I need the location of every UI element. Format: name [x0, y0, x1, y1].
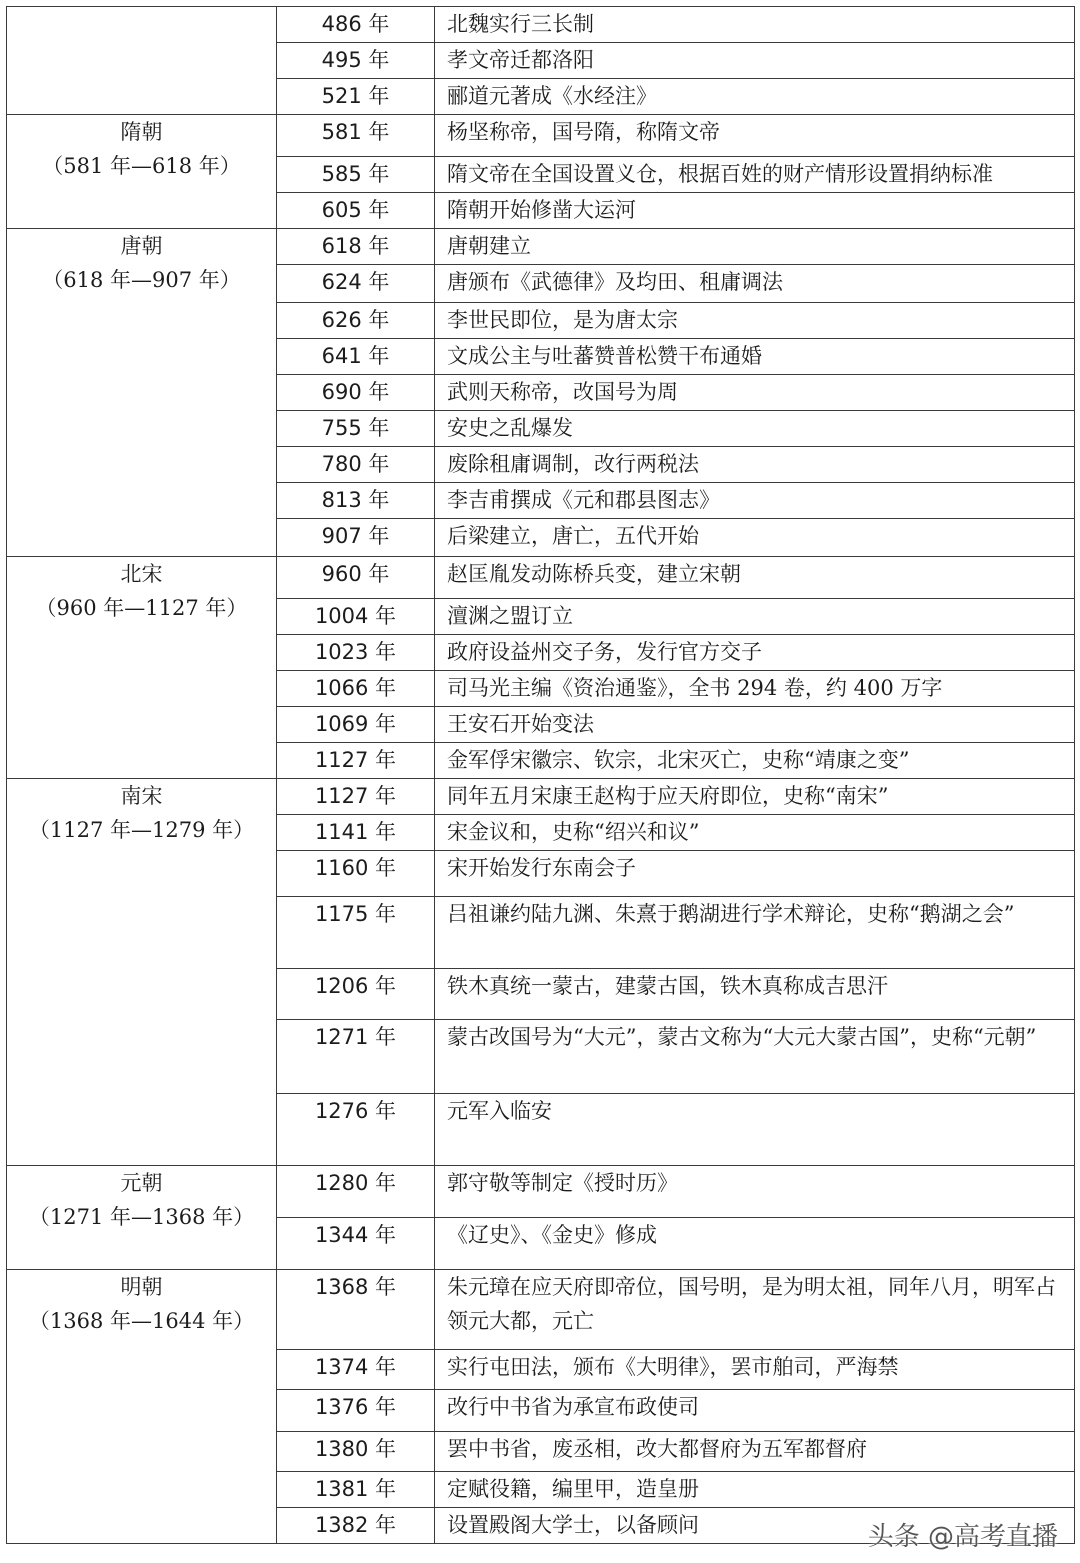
event-cell: 定赋役籍，编里甲，造皇册 — [435, 1472, 1075, 1508]
year-cell: 755 年 — [277, 411, 435, 447]
year-cell: 1206 年 — [277, 969, 435, 1020]
year-cell: 1141 年 — [277, 815, 435, 851]
watermark: 头条 @高考直播 — [867, 1522, 1058, 1552]
event-cell: 文成公主与吐蕃赞普松赞干布通婚 — [435, 339, 1075, 375]
event-cell: 郦道元著成《水经注》 — [435, 79, 1075, 115]
year-cell: 1368 年 — [277, 1270, 435, 1350]
dynasty-cell — [7, 779, 277, 1166]
year-cell: 1276 年 — [277, 1094, 435, 1166]
year-cell: 1374 年 — [277, 1350, 435, 1390]
event-cell: 同年五月宋康王赵构于应天府即位，史称“南宋” — [435, 779, 1075, 815]
event-cell: 唐朝建立 — [435, 229, 1075, 265]
event-cell: 武则天称帝，改国号为周 — [435, 375, 1075, 411]
event-cell: 北魏实行三长制 — [435, 7, 1075, 43]
event-cell: 铁木真统一蒙古，建蒙古国，铁木真称成吉思汗 — [435, 969, 1075, 1020]
event-cell: 废除租庸调制，改行两税法 — [435, 447, 1075, 483]
event-cell: 安史之乱爆发 — [435, 411, 1075, 447]
table-row — [7, 229, 1075, 265]
dynasty-cell — [7, 229, 277, 557]
event-cell: 澶渊之盟订立 — [435, 599, 1075, 635]
year-cell: 521 年 — [277, 79, 435, 115]
dynasty-name: 元朝 — [120, 1171, 163, 1195]
event-cell: 设置殿阁大学士，以备顾问 — [435, 1508, 1075, 1544]
year-cell: 1069 年 — [277, 707, 435, 743]
dynasty-cell — [7, 115, 277, 229]
year-cell: 1280 年 — [277, 1166, 435, 1218]
year-cell: 690 年 — [277, 375, 435, 411]
year-cell: 1376 年 — [277, 1390, 435, 1432]
year-cell: 1127 年 — [277, 743, 435, 779]
table-row — [7, 557, 1075, 599]
event-cell: 宋金议和，史称“绍兴和议” — [435, 815, 1075, 851]
dynasty-cell — [7, 1270, 277, 1544]
event-cell: 金军俘宋徽宗、钦宗，北宋灭亡，史称“靖康之变” — [435, 743, 1075, 779]
event-cell: 宋开始发行东南会子 — [435, 851, 1075, 897]
year-cell: 1066 年 — [277, 671, 435, 707]
event-cell: 朱元璋在应天府即帝位，国号明，是为明太祖，同年八月，明军占领元大都，元亡 — [435, 1270, 1075, 1350]
event-cell: 罢中书省，废丞相，改大都督府为五军都督府 — [435, 1432, 1075, 1472]
year-cell: 1004 年 — [277, 599, 435, 635]
event-cell: 蒙古改国号为“大元”，蒙古文称为“大元大蒙古国”，史称“元朝” — [435, 1020, 1075, 1094]
year-cell: 1023 年 — [277, 635, 435, 671]
year-cell: 486 年 — [277, 7, 435, 43]
year-cell: 605 年 — [277, 193, 435, 229]
year-cell: 641 年 — [277, 339, 435, 375]
dynasty-cell — [7, 1166, 277, 1270]
event-cell: 后梁建立，唐亡，五代开始 — [435, 519, 1075, 557]
dynasty-name: 唐朝 — [120, 234, 163, 258]
year-cell: 960 年 — [277, 557, 435, 599]
history-timeline-table — [6, 6, 1075, 1544]
year-cell: 626 年 — [277, 303, 435, 339]
dynasty-range: （618 年—907 年） — [42, 268, 241, 292]
event-cell: 吕祖谦约陆九渊、朱熹于鹅湖进行学术辩论，史称“鹅湖之会” — [435, 897, 1075, 969]
year-cell: 1160 年 — [277, 851, 435, 897]
year-cell: 1381 年 — [277, 1472, 435, 1508]
table-row — [7, 115, 1075, 157]
dynasty-range: （1368 年—1644 年） — [28, 1309, 255, 1333]
event-cell: 王安石开始变法 — [435, 707, 1075, 743]
event-cell: 杨坚称帝，国号隋，称隋文帝 — [435, 115, 1075, 157]
table-row — [7, 7, 1075, 43]
year-cell: 1344 年 — [277, 1218, 435, 1270]
event-cell: 郭守敬等制定《授时历》 — [435, 1166, 1075, 1218]
year-cell: 907 年 — [277, 519, 435, 557]
dynasty-name: 南宋 — [120, 784, 163, 808]
year-cell: 780 年 — [277, 447, 435, 483]
event-cell: 司马光主编《资治通鉴》，全书 294 卷，约 400 万字 — [435, 671, 1075, 707]
dynasty-cell — [7, 557, 277, 779]
timeline-body — [7, 7, 1075, 1544]
event-cell: 李吉甫撰成《元和郡县图志》 — [435, 483, 1075, 519]
event-cell: 实行屯田法，颁布《大明律》，罢市舶司，严海禁 — [435, 1350, 1075, 1390]
dynasty-name: 隋朝 — [120, 120, 163, 144]
dynasty-range: （960 年—1127 年） — [35, 596, 248, 620]
year-cell: 581 年 — [277, 115, 435, 157]
table-row — [7, 1166, 1075, 1218]
event-cell: 政府设益州交子务，发行官方交子 — [435, 635, 1075, 671]
year-cell: 813 年 — [277, 483, 435, 519]
event-cell: 元军入临安 — [435, 1094, 1075, 1166]
year-cell: 495 年 — [277, 43, 435, 79]
event-cell: 改行中书省为承宣布政使司 — [435, 1390, 1075, 1432]
event-cell: 隋文帝在全国设置义仓，根据百姓的财产情形设置捐纳标准 — [435, 157, 1075, 193]
dynasty-range: （1127 年—1279 年） — [28, 818, 255, 842]
event-cell: 唐颁布《武德律》及均田、租庸调法 — [435, 265, 1075, 303]
event-cell: 赵匡胤发动陈桥兵变，建立宋朝 — [435, 557, 1075, 599]
table-row — [7, 779, 1075, 815]
year-cell: 1127 年 — [277, 779, 435, 815]
year-cell: 1271 年 — [277, 1020, 435, 1094]
dynasty-cell — [7, 7, 277, 115]
year-cell: 618 年 — [277, 229, 435, 265]
year-cell: 1175 年 — [277, 897, 435, 969]
year-cell: 1380 年 — [277, 1432, 435, 1472]
dynasty-name: 明朝 — [120, 1275, 163, 1299]
event-cell: 李世民即位，是为唐太宗 — [435, 303, 1075, 339]
year-cell: 585 年 — [277, 157, 435, 193]
dynasty-name: 北宋 — [120, 562, 163, 586]
event-cell: 《辽史》、《金史》修成 — [435, 1218, 1075, 1270]
dynasty-range: （581 年—618 年） — [42, 154, 241, 178]
year-cell: 624 年 — [277, 265, 435, 303]
year-cell: 1382 年 — [277, 1508, 435, 1544]
dynasty-range: （1271 年—1368 年） — [28, 1205, 255, 1229]
event-cell: 隋朝开始修凿大运河 — [435, 193, 1075, 229]
table-row — [7, 1270, 1075, 1350]
event-cell: 孝文帝迁都洛阳 — [435, 43, 1075, 79]
